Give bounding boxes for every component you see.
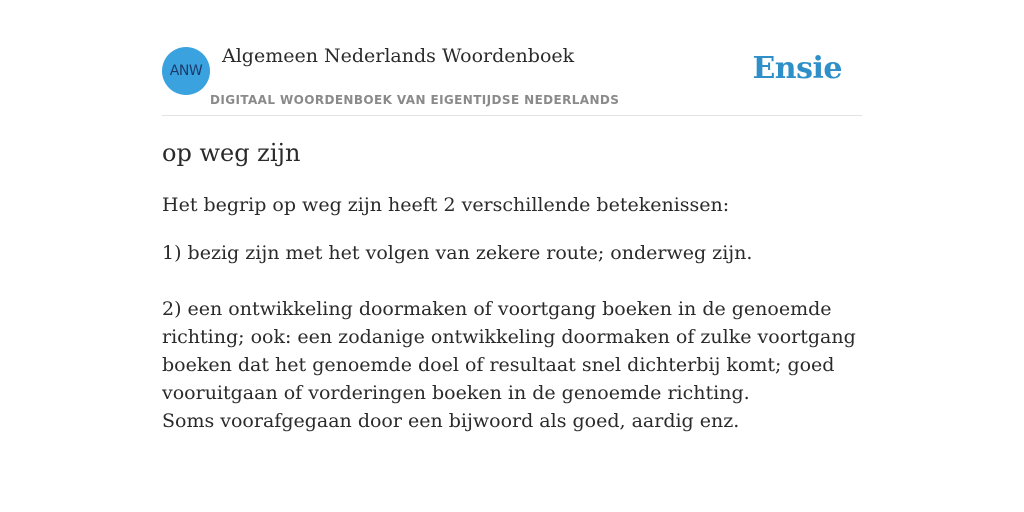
meaning-2-text: 2) een ontwikkeling doormaken of voortgang boeken in de genoemde richting; ook: een zodanige ontwikkeling doormaken of zulke voortgang boeken dat het genoemde doel of resultaat snel dichterbij komt; goed vooruitgaan of vorderingen boeken in de genoemde richting.	[162, 298, 856, 404]
entry-headword: op weg zijn	[162, 139, 301, 167]
header-divider	[162, 115, 862, 116]
meaning-2	[162, 295, 862, 435]
meaning-1-text: 1) bezig zijn met het volgen van zekere route; onderweg zijn.	[162, 242, 753, 264]
anw-logo[interactable]	[162, 47, 210, 95]
meaning-2-note: Soms voorafgegaan door een bijwoord als goed, aardig enz.	[162, 410, 740, 432]
site-title[interactable]: Algemeen Nederlands Woordenboek	[222, 45, 575, 67]
entry-intro: Het begrip op weg zijn heeft 2 verschillende betekenissen:	[162, 194, 730, 216]
meaning-1	[162, 239, 862, 267]
logo-text: ANW	[169, 63, 203, 79]
site-subtitle: DIGITAAL WOORDENBOEK VAN EIGENTIJDSE NEDERLANDS	[210, 93, 620, 107]
ensie-brand-link[interactable]: Ensie	[752, 51, 842, 86]
page	[162, 0, 862, 512]
